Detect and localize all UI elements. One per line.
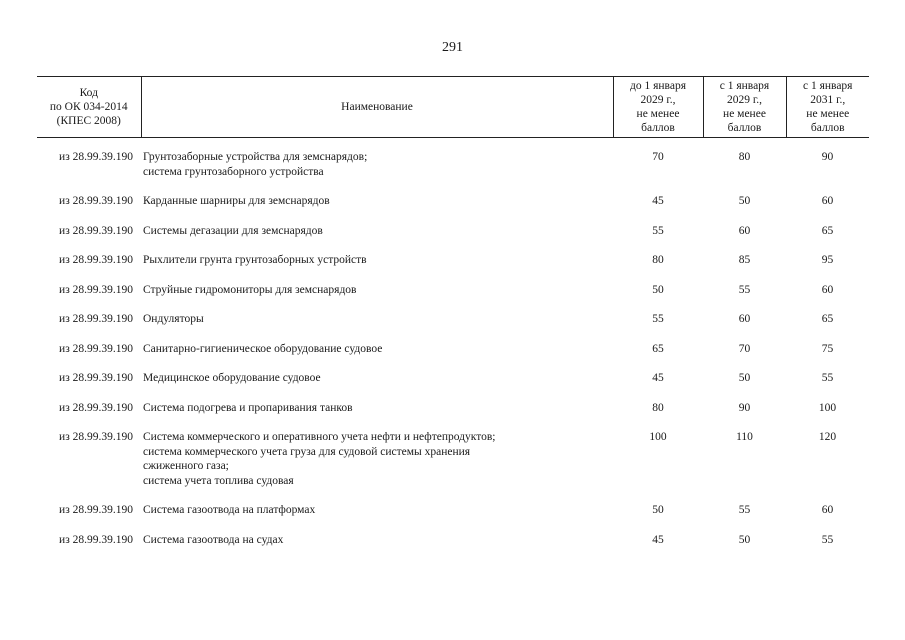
row-value-v3: 60 — [821, 195, 834, 207]
row-code: из 28.99.39.190 — [59, 504, 133, 516]
row-name — [141, 342, 613, 372]
row-name — [141, 194, 613, 224]
row-value-v1: 65 — [652, 342, 664, 355]
row-code: из 28.99.39.190 — [59, 195, 133, 207]
row-value-v3: 90 — [821, 151, 834, 163]
row-value-v2: 55 — [738, 504, 751, 516]
row-name-line: система грунтозаборного устройства — [143, 165, 324, 178]
row-value-v2: 50 — [738, 533, 751, 546]
row-code: из 28.99.39.190 — [59, 254, 133, 266]
row-value-v1: 80 — [652, 254, 664, 266]
row-code: из 28.99.39.190 — [59, 224, 133, 237]
row-value-v3: 75 — [821, 342, 834, 355]
table-row — [37, 533, 869, 563]
row-name — [141, 224, 613, 254]
row-value-v3: 120 — [818, 431, 837, 443]
row-value-v2: 60 — [738, 313, 751, 325]
row-code: из 28.99.39.190 — [59, 401, 133, 414]
row-name-line: сжиженного газа; — [143, 460, 229, 472]
row-name-line: Ондуляторы — [143, 313, 204, 325]
header-spacer — [37, 138, 869, 151]
row-code: из 28.99.39.190 — [59, 431, 133, 443]
row-value-v2: 110 — [736, 431, 753, 443]
row-name-line: Система подогрева и пропаривания танков — [143, 401, 353, 414]
table-body — [37, 150, 869, 562]
row-value-v1: 45 — [652, 533, 664, 546]
table-row — [37, 283, 869, 313]
row-value-v3: 65 — [821, 313, 834, 325]
row-name-line: Система коммерческого и оперативного учета нефти и нефтепродуктов; — [143, 431, 496, 443]
row-value-v2: 85 — [738, 254, 751, 266]
row-name-line: Система газоотвода на судах — [143, 533, 284, 546]
row-name-line: Система газоотвода на платформах — [143, 504, 316, 516]
row-value-v1: 100 — [649, 431, 667, 443]
table-row — [37, 342, 869, 372]
row-name-line: Грунтозаборные устройства для земснарядов; — [143, 151, 368, 163]
header-row — [37, 77, 869, 138]
table-row — [37, 401, 869, 431]
row-value-v3: 60 — [821, 283, 834, 296]
row-name — [141, 371, 613, 401]
row-name — [141, 312, 613, 342]
row-name-line: Рыхлители грунта грунтозаборных устройств — [143, 254, 367, 266]
row-name-line: система коммерческого учета груза для судовой системы хранения — [143, 445, 471, 458]
row-value-v3: 55 — [821, 372, 834, 384]
row-value-v1: 70 — [652, 151, 664, 163]
row-value-v3: 65 — [821, 224, 834, 237]
row-value-v1: 45 — [652, 195, 664, 207]
row-value-v1: 80 — [652, 401, 664, 414]
row-name-line: Системы дегазации для земснарядов — [143, 224, 323, 237]
row-name — [141, 150, 613, 194]
row-value-v2: 80 — [738, 151, 751, 163]
products-table — [37, 76, 869, 562]
row-value-v2: 55 — [738, 283, 751, 296]
row-name — [141, 283, 613, 313]
row-value-v1: 50 — [652, 504, 664, 516]
row-value-v2: 50 — [738, 372, 751, 384]
row-value-v2: 50 — [738, 195, 751, 207]
row-name-line: Струйные гидромониторы для земснарядов — [143, 283, 357, 296]
header-code: Код по ОК 034-2014 (КПЕС 2008) — [37, 77, 141, 138]
row-value-v2: 90 — [738, 401, 751, 414]
table-row — [37, 430, 869, 503]
row-value-v3: 55 — [821, 533, 834, 546]
row-value-v3: 60 — [821, 504, 834, 516]
row-name-line: Карданные шарниры для земснарядов — [143, 195, 330, 207]
header-name: Наименование — [141, 77, 613, 138]
row-value-v1: 55 — [652, 313, 664, 325]
row-name — [141, 533, 613, 563]
header-col3: с 1 января 2031 г., не менее баллов — [786, 77, 869, 138]
row-code: из 28.99.39.190 — [59, 372, 133, 384]
row-code: из 28.99.39.190 — [59, 533, 133, 546]
row-value-v2: 60 — [738, 224, 751, 237]
row-code: из 28.99.39.190 — [59, 151, 133, 163]
table-row — [37, 371, 869, 401]
row-name-line: Санитарно-гигиеническое оборудование судовое — [143, 342, 383, 355]
row-code: из 28.99.39.190 — [59, 342, 133, 355]
row-code: из 28.99.39.190 — [59, 313, 133, 325]
table-row — [37, 253, 869, 283]
row-value-v3: 95 — [821, 254, 834, 266]
row-value-v1: 55 — [652, 224, 664, 237]
header-col2: с 1 января 2029 г., не менее баллов — [703, 77, 786, 138]
header-col1: до 1 января 2029 г., не менее баллов — [613, 77, 703, 138]
row-code: из 28.99.39.190 — [59, 283, 133, 296]
table-row — [37, 194, 869, 224]
table-row — [37, 150, 869, 194]
row-value-v1: 50 — [652, 283, 664, 296]
row-value-v2: 70 — [738, 342, 751, 355]
page-number: 291 — [442, 40, 463, 55]
table-row — [37, 312, 869, 342]
row-name-line: Медицинское оборудование судовое — [143, 372, 321, 384]
row-name — [141, 503, 613, 533]
row-name — [141, 253, 613, 283]
row-value-v3: 100 — [818, 401, 837, 414]
row-name — [141, 401, 613, 431]
table-row — [37, 224, 869, 254]
row-name — [141, 430, 613, 503]
row-name-line: система учета топлива судовая — [143, 474, 294, 487]
table-row — [37, 503, 869, 533]
row-value-v1: 45 — [652, 372, 664, 384]
